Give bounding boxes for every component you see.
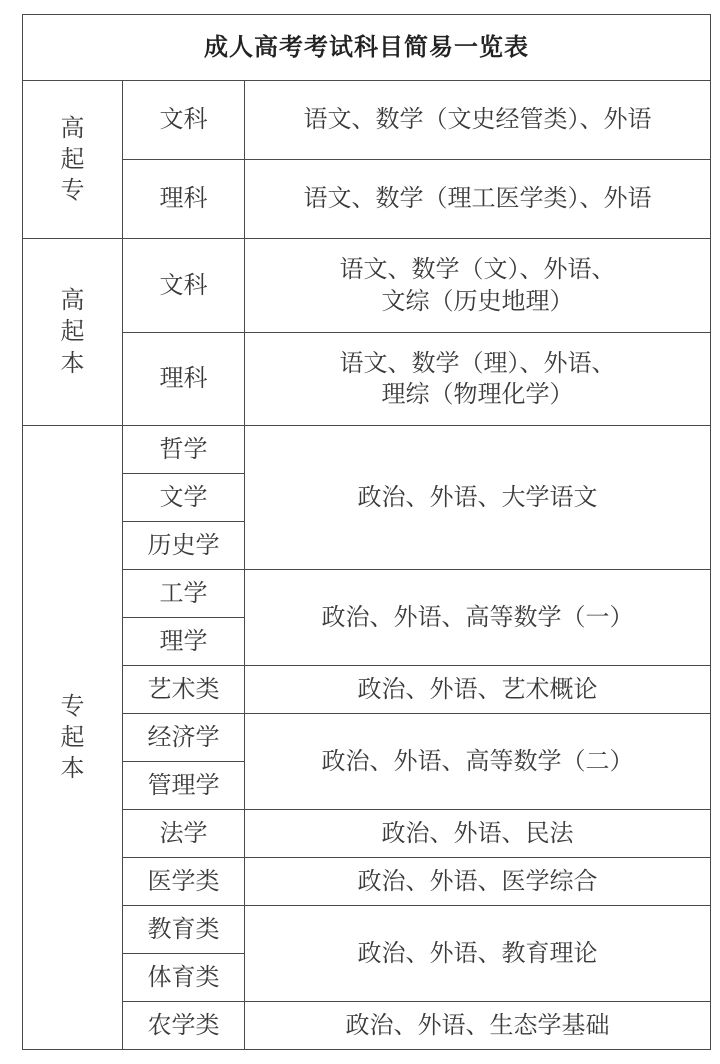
level-char: 本 — [60, 348, 85, 377]
content-cell: 政治、外语、大学语文 — [245, 426, 711, 570]
subject-cell: 经济学 — [123, 714, 245, 762]
content-line: 语文、数学（文）、外语、 — [339, 255, 616, 284]
content-cell: 政治、外语、高等数学（一） — [245, 570, 711, 666]
level-char: 高 — [60, 286, 85, 315]
subject-cell: 医学类 — [123, 858, 245, 906]
level-char: 高 — [60, 113, 85, 142]
subject-cell: 农学类 — [123, 1002, 245, 1050]
subject-cell: 艺术类 — [123, 666, 245, 714]
subject-cell: 理学 — [123, 618, 245, 666]
level-gaoqizhuan — [23, 81, 123, 239]
content-cell: 政治、外语、教育理论 — [245, 906, 711, 1002]
content-cell: 语文、数学（文史经管类）、外语 — [245, 81, 711, 160]
subject-cell: 体育类 — [123, 954, 245, 1002]
content-cell: 政治、外语、生态学基础 — [245, 1002, 711, 1050]
subject-cell: 工学 — [123, 570, 245, 618]
level-char: 起 — [60, 144, 85, 173]
content-line: 理综（物理化学） — [381, 380, 574, 408]
content-cell: 政治、外语、艺术概论 — [245, 666, 711, 714]
subject-cell: 历史学 — [123, 522, 245, 570]
subject-cell: 文学 — [123, 474, 245, 522]
subject-cell: 法学 — [123, 810, 245, 858]
level-char: 本 — [60, 754, 85, 783]
subject-cell: 理科 — [123, 333, 245, 426]
level-char: 起 — [60, 317, 85, 346]
level-zhuanqiben — [23, 426, 123, 1050]
subject-cell: 理科 — [123, 160, 245, 239]
exam-subjects-table — [22, 14, 711, 1050]
subject-cell: 文科 — [123, 81, 245, 160]
subject-cell: 文科 — [123, 239, 245, 333]
table-title: 成人高考考试科目简易一览表 — [23, 15, 711, 81]
content-line: 文综（历史地理） — [381, 286, 574, 315]
content-cell — [245, 239, 711, 333]
subject-cell: 教育类 — [123, 906, 245, 954]
content-cell: 政治、外语、高等数学（二） — [245, 714, 711, 810]
content-cell — [245, 333, 711, 426]
level-char: 专 — [60, 691, 85, 720]
content-cell: 语文、数学（理工医学类）、外语 — [245, 160, 711, 239]
content-cell: 政治、外语、民法 — [245, 810, 711, 858]
content-line: 语文、数学（理）、外语、 — [339, 348, 616, 377]
level-gaoqiben — [23, 239, 123, 426]
content-cell: 政治、外语、医学综合 — [245, 858, 711, 906]
level-char: 专 — [60, 176, 85, 205]
subject-cell: 管理学 — [123, 762, 245, 810]
subject-cell: 哲学 — [123, 426, 245, 474]
level-char: 起 — [60, 722, 85, 751]
